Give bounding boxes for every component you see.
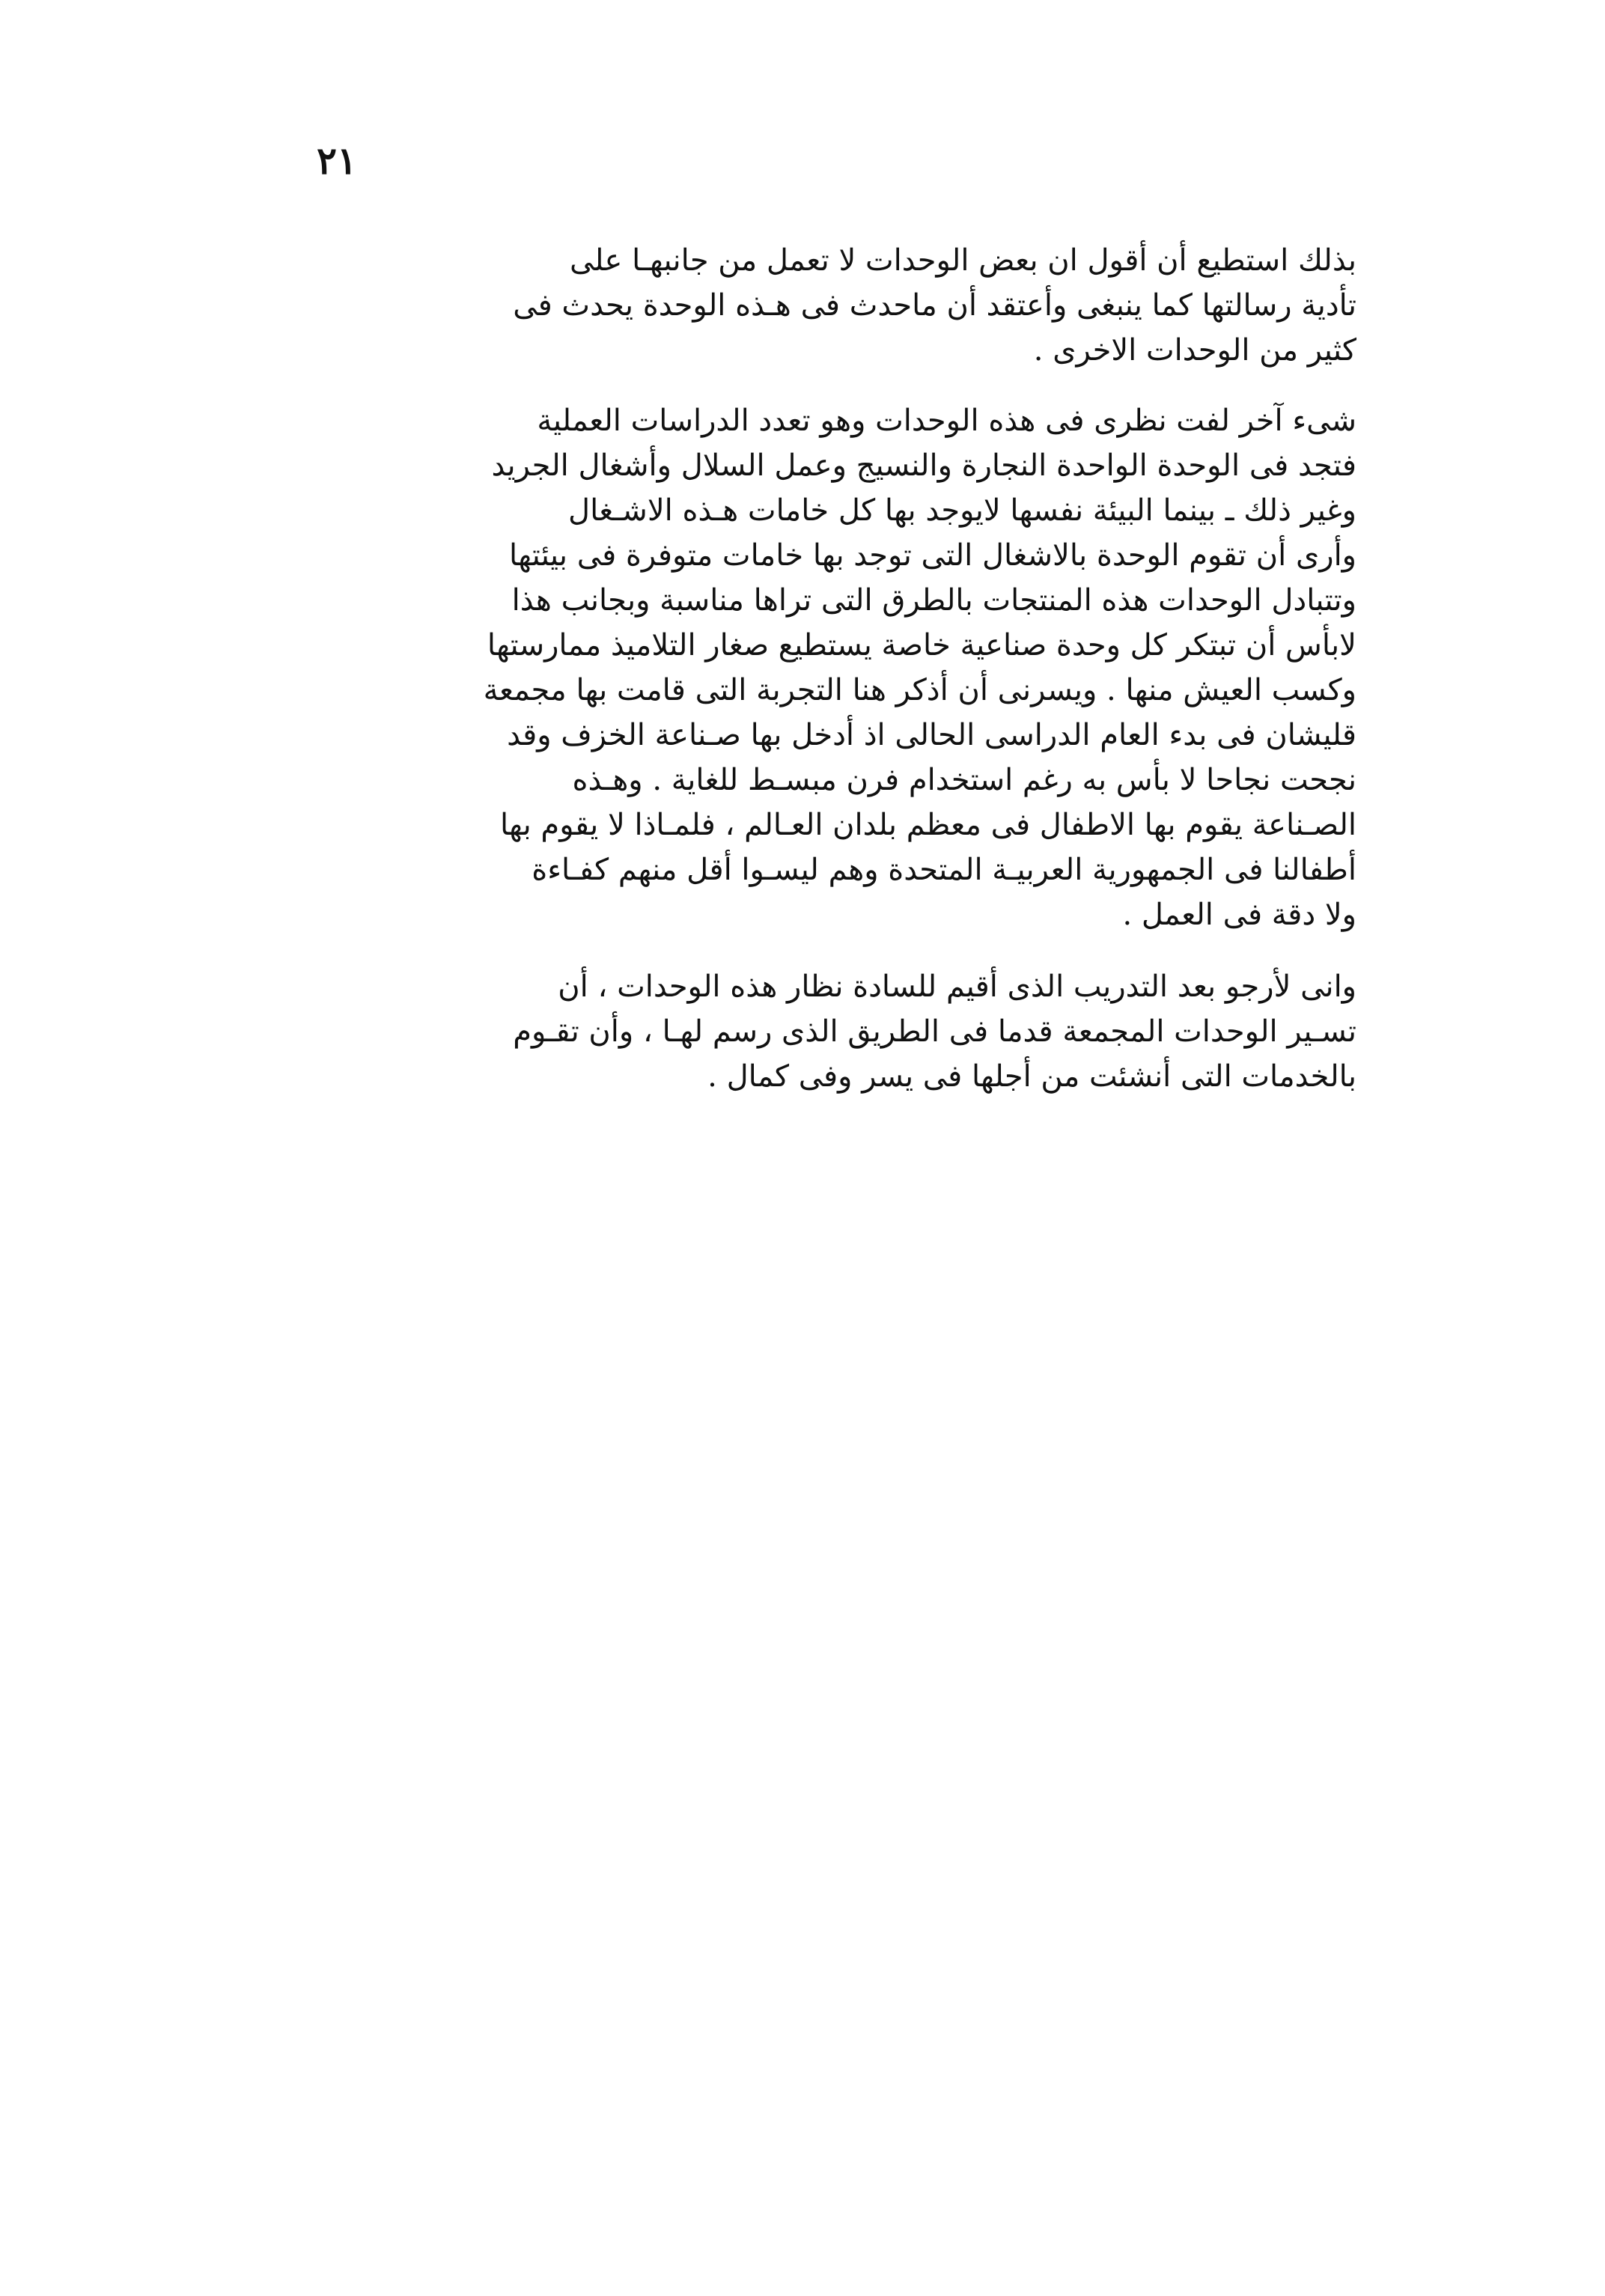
text-line: نجحت نجاحا لا بأس به رغم استخدام فرن مبسـط للغاية . وهـذه — [572, 763, 1356, 797]
paragraph-3 — [264, 964, 1356, 1099]
text-line: وأرى أن تقوم الوحدة بالاشغال التى توجد بها خامات متوفرة فى بيئتها — [509, 538, 1356, 573]
text-line: بالخدمات التى أنشئت من أجلها فى يسر وفى كمال . — [707, 1059, 1356, 1094]
text-line: شىء آخر لفت نظرى فى هذه الوحدات وهو تعدد الدراسات العملية — [537, 404, 1356, 438]
text-line: أطفالنا فى الجمهورية العربيـة المتحدة وهم ليسـوا أقل منهم كفـاءة — [532, 853, 1356, 887]
text-line: الصـناعة يقوم بها الاطفال فى معظم بلدان العـالم ، فلمـاذا لا يقوم بها — [499, 808, 1356, 842]
page-number: ٢١ — [317, 138, 357, 183]
text-line: تسـير الوحدات المجمعة قدما فى الطريق الذى رسم لهـا ، وأن تقـوم — [513, 1014, 1356, 1049]
text-line: تأدية رسالتها كما ينبغى وأعتقد أن ماحدث فى هـذه الوحدة يحدث فى — [513, 288, 1356, 323]
text-line: وغير ذلك ـ بينما البيئة نفسها لايوجد بها كل خامات هـذه الاشـغال — [568, 493, 1356, 528]
text-line: لابأس أن تبتكر كل وحدة صناعية خاصة يستطيع صغار التلاميذ ممارستها — [487, 628, 1356, 663]
paragraph-1 — [264, 238, 1356, 373]
body-text — [264, 238, 1356, 1099]
text-line: فتجد فى الوحدة الواحدة النجارة والنسيج وعمل السلال وأشغال الجريد — [491, 448, 1356, 483]
text-line: وكسب العيش منها . ويسرنى أن أذكر هنا التجربة التى قامت بها مجمعة — [483, 673, 1356, 707]
text-line: ولا دقة فى العمل . — [1122, 898, 1356, 932]
paragraph-2 — [264, 398, 1356, 937]
text-line: قليشان فى بدء العام الدراسى الحالى اذ أدخل بها صـناعة الخزف وقد — [507, 718, 1356, 752]
text-line: بذلك استطيع أن أقول ان بعض الوحدات لا تعمل من جانبهـا على — [569, 243, 1356, 278]
text-line: وانى لأرجو بعد التدريب الذى أقيم للسادة نظار هذه الوحدات ، أن — [558, 969, 1356, 1004]
text-line: كثير من الوحدات الاخرى . — [1033, 333, 1356, 368]
text-line: وتتبادل الوحدات هذه المنتجات بالطرق التى تراها مناسبة وبجانب هذا — [511, 583, 1356, 618]
